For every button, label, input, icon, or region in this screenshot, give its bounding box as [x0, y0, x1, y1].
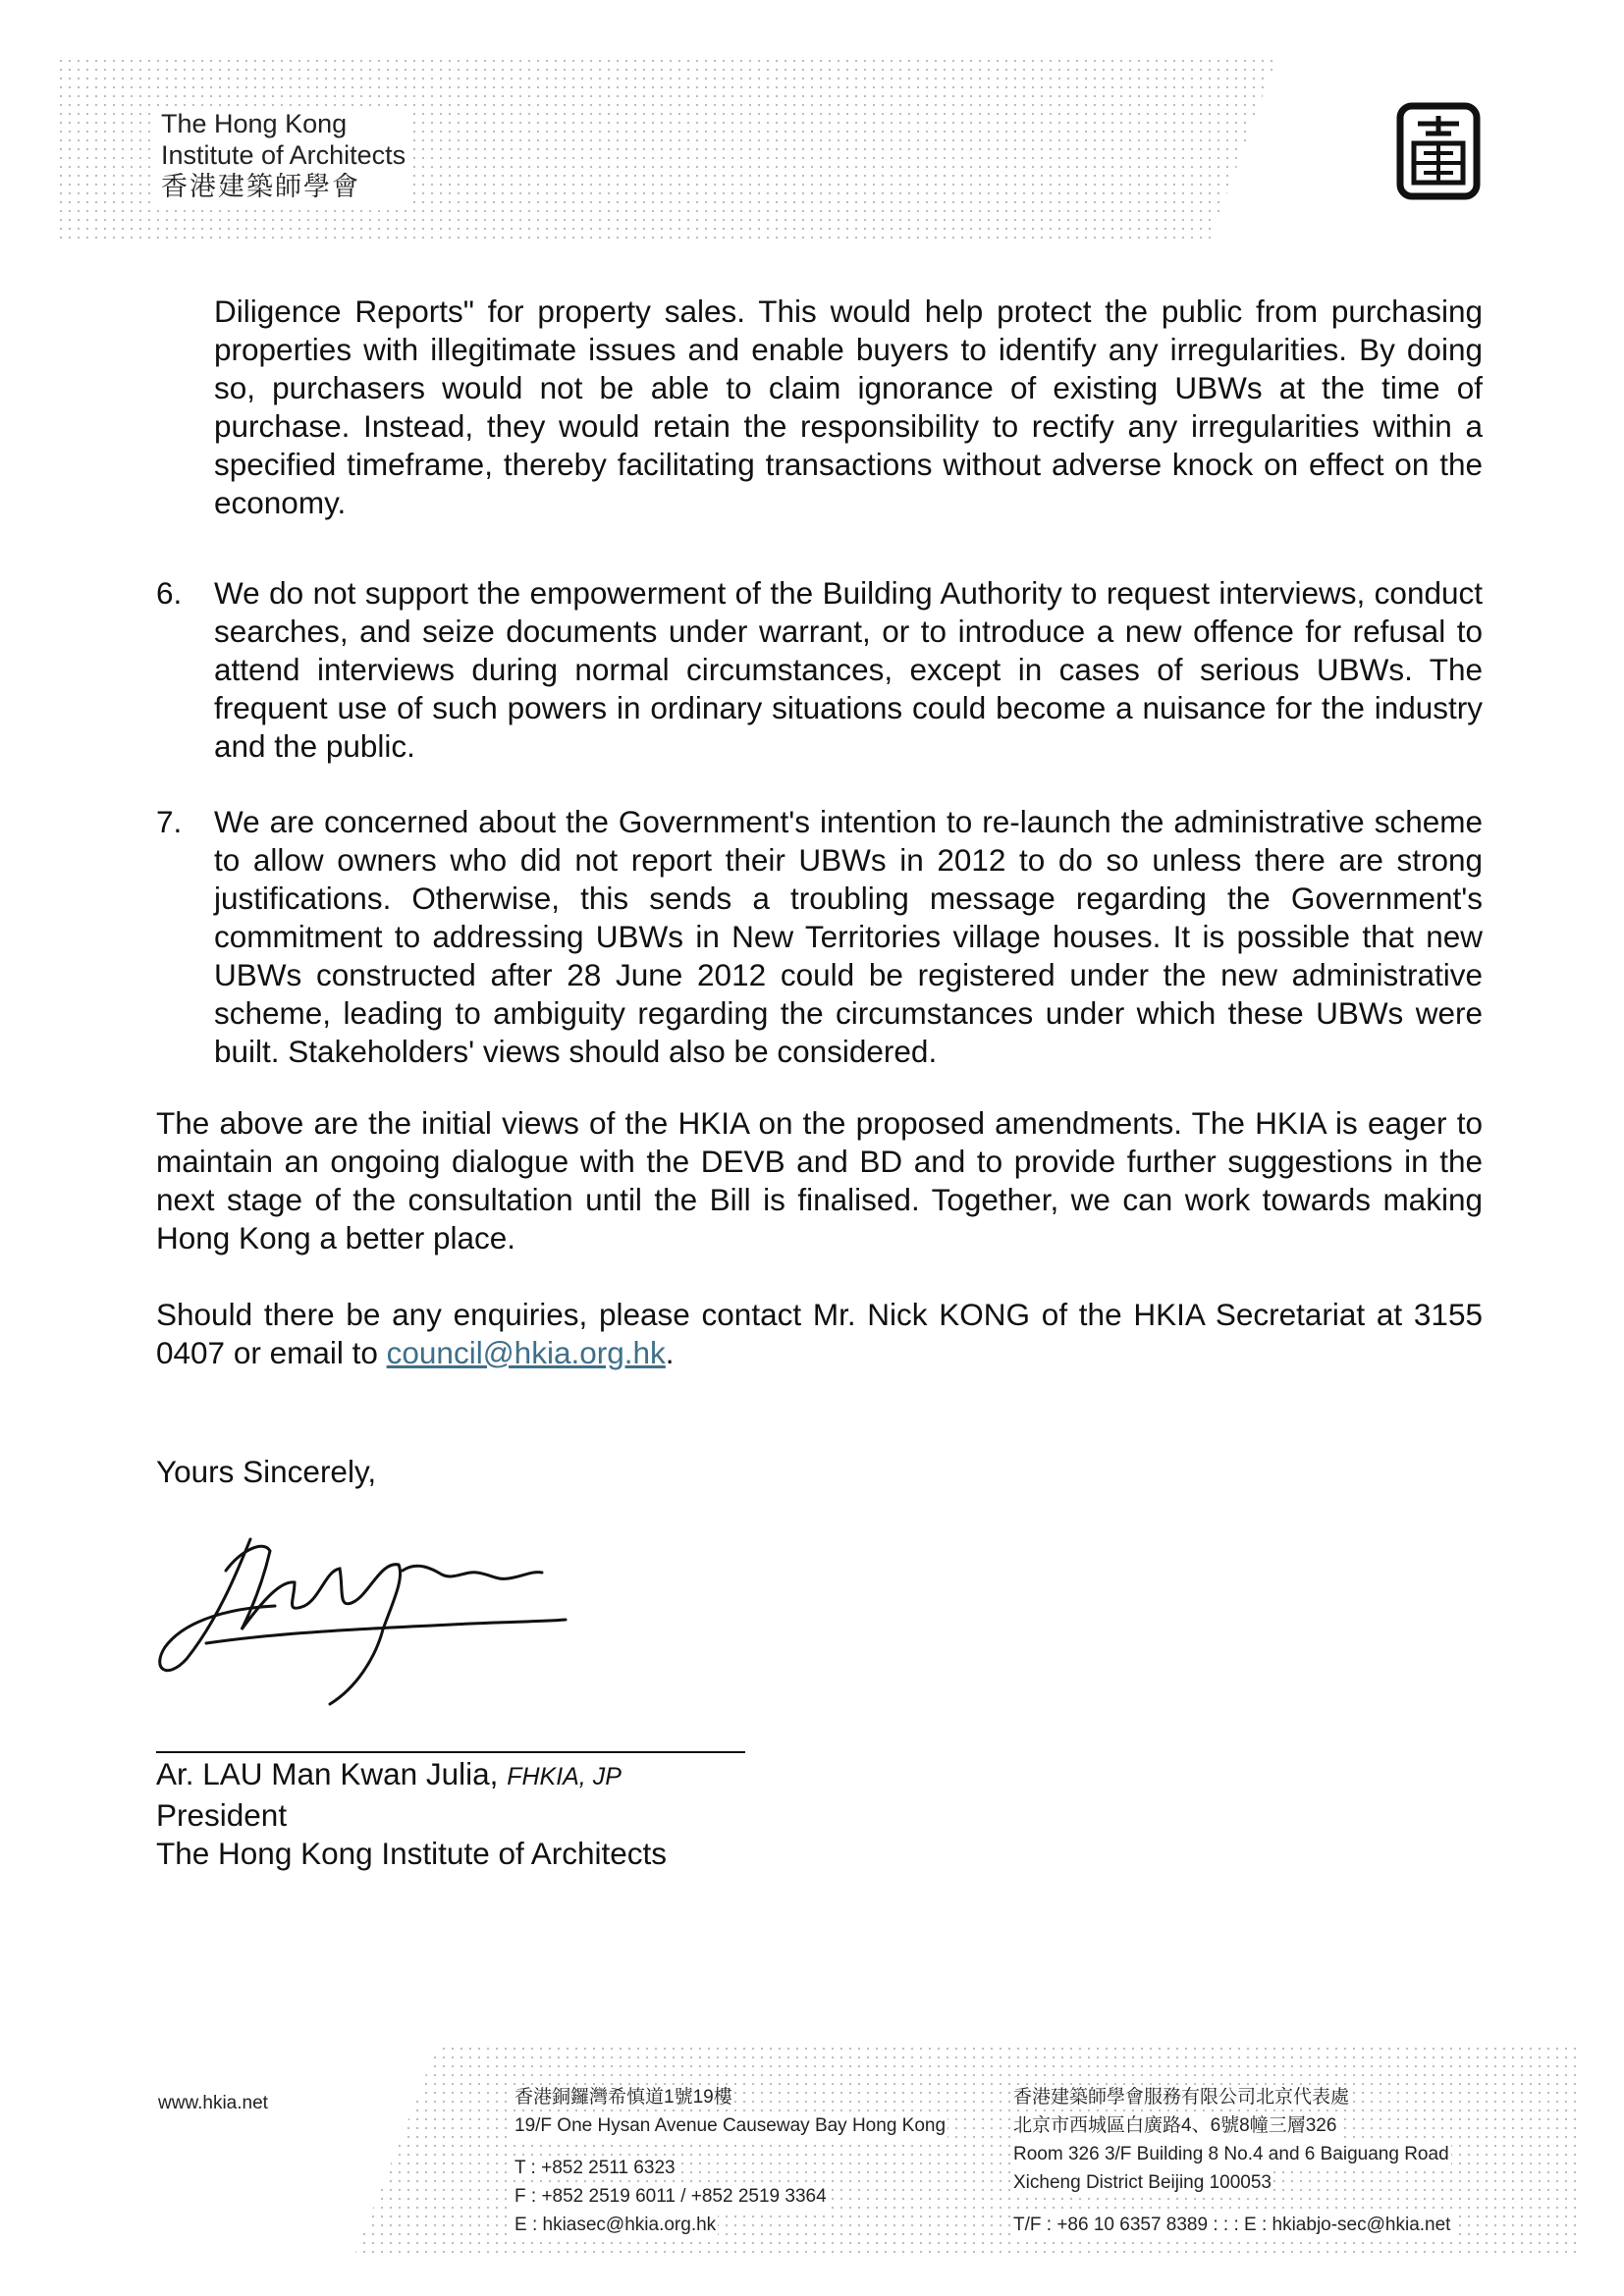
footer-tel: T : +852 2511 6323: [514, 2158, 676, 2178]
footer-hk-address-zh: 香港銅鑼灣希慎道1號19樓: [514, 2087, 732, 2108]
item-7-text: We are concerned about the Government's intention to re-launch the administrative scheme to allow owners who did not report their UBWs in 2012 to do so unless there are strong justifications. Otherwise, this sends a troubling message regarding the Government's commitment to addressing UBWs in New Territories village houses. It is possible that new UBWs constructed after 28 June 2012 could be registered under the new administrative scheme, leading to ambiguity regarding the circumstances under which these UBWs were built. Stakeholders' views should also be considered.: [214, 804, 1483, 1069]
paragraph-5-continued: Diligence Reports" for property sales. This would help protect the public from purchasing properties with illegitimate issues and enable buyers to identify any irregularities. By doing so, purchasers would not be able to claim ignorance of existing UBWs at the time of purchase. Instead, they would retain the responsibility to rectify any irregularities within a specified timeframe, thereby facilitating transactions without adverse knock on effect on the economy.: [214, 294, 1483, 520]
signatory-organisation: The Hong Kong Institute of Architects: [156, 1836, 668, 1871]
signatory-name-line: [156, 1755, 667, 1796]
footer-hk-address-en: 19/F One Hysan Avenue Causeway Bay Hong Kong: [514, 2115, 947, 2136]
footer-email: E : hkiasec@hkia.org.hk: [514, 2215, 717, 2235]
footer-bj-address-en-1: Room 326 3/F Building 8 No.4 and 6 Baiguang Road: [1013, 2144, 1449, 2164]
footer-bj-address-zh: 北京市西城區白廣路4、6號8幢三層326: [1013, 2115, 1337, 2136]
org-logo-text: [155, 106, 411, 204]
org-name-zh: 香港建築師學會: [161, 172, 360, 201]
signature-line: [156, 1751, 745, 1753]
signatory-name: Ar. LAU Man Kwan Julia,: [156, 1756, 499, 1791]
footer-bj-address-en-2: Xicheng District Beijing 100053: [1013, 2172, 1272, 2193]
footer-bj-contact: T/F : +86 10 6357 8389 : : : E : hkiabjo-sec@hkia.net: [1013, 2215, 1451, 2235]
org-name-en-line2: Institute of Architects: [161, 140, 406, 170]
council-email-link[interactable]: council@hkia.org.hk: [386, 1335, 666, 1370]
item-6-text: We do not support the empowerment of the Building Authority to request interviews, conduct searches, and seize documents under warrant, or to introduce a new offence for refusal to attend interviews during normal circumstances, except in cases of serious UBWs. The frequent use of such powers in ordinary situations could become a nuisance for the industry and the public.: [214, 575, 1483, 764]
org-name-en-line1: The Hong Kong: [161, 109, 348, 138]
footer-website: www.hkia.net: [158, 2093, 268, 2113]
summary-paragraph: The above are the initial views of the HKIA on the proposed amendments. The HKIA is eager to maintain an ongoing dialogue with the DEVB and BD and to provide further suggestions in the next stage of the consultation until the Bill is finalised. Together, we can work towards making Hong Kong a better place.: [156, 1105, 1483, 1255]
item-7-number: 7.: [156, 804, 183, 839]
item-6-number: 6.: [156, 575, 183, 611]
signatory-block: [156, 1755, 667, 1873]
footer-bj-office-zh: 香港建築師學會服務有限公司北京代表處: [1013, 2087, 1350, 2108]
hkia-seal-icon: [1396, 102, 1481, 200]
enquiry-text: Should there be any enquiries, please contact Mr. Nick KONG of the HKIA Secretariat at 3155 0407 or email to: [156, 1297, 1483, 1370]
enquiry-suffix: .: [665, 1335, 675, 1370]
footer-fax: F : +852 2519 6011 / +852 2519 3364: [514, 2186, 827, 2207]
signature-image: [147, 1512, 579, 1718]
enquiry-paragraph: [156, 1296, 1483, 1372]
signatory-post-nominals: FHKIA, JP: [507, 1763, 622, 1790]
salutation: Yours Sincerely,: [156, 1454, 377, 1489]
signatory-title: President: [156, 1797, 288, 1833]
